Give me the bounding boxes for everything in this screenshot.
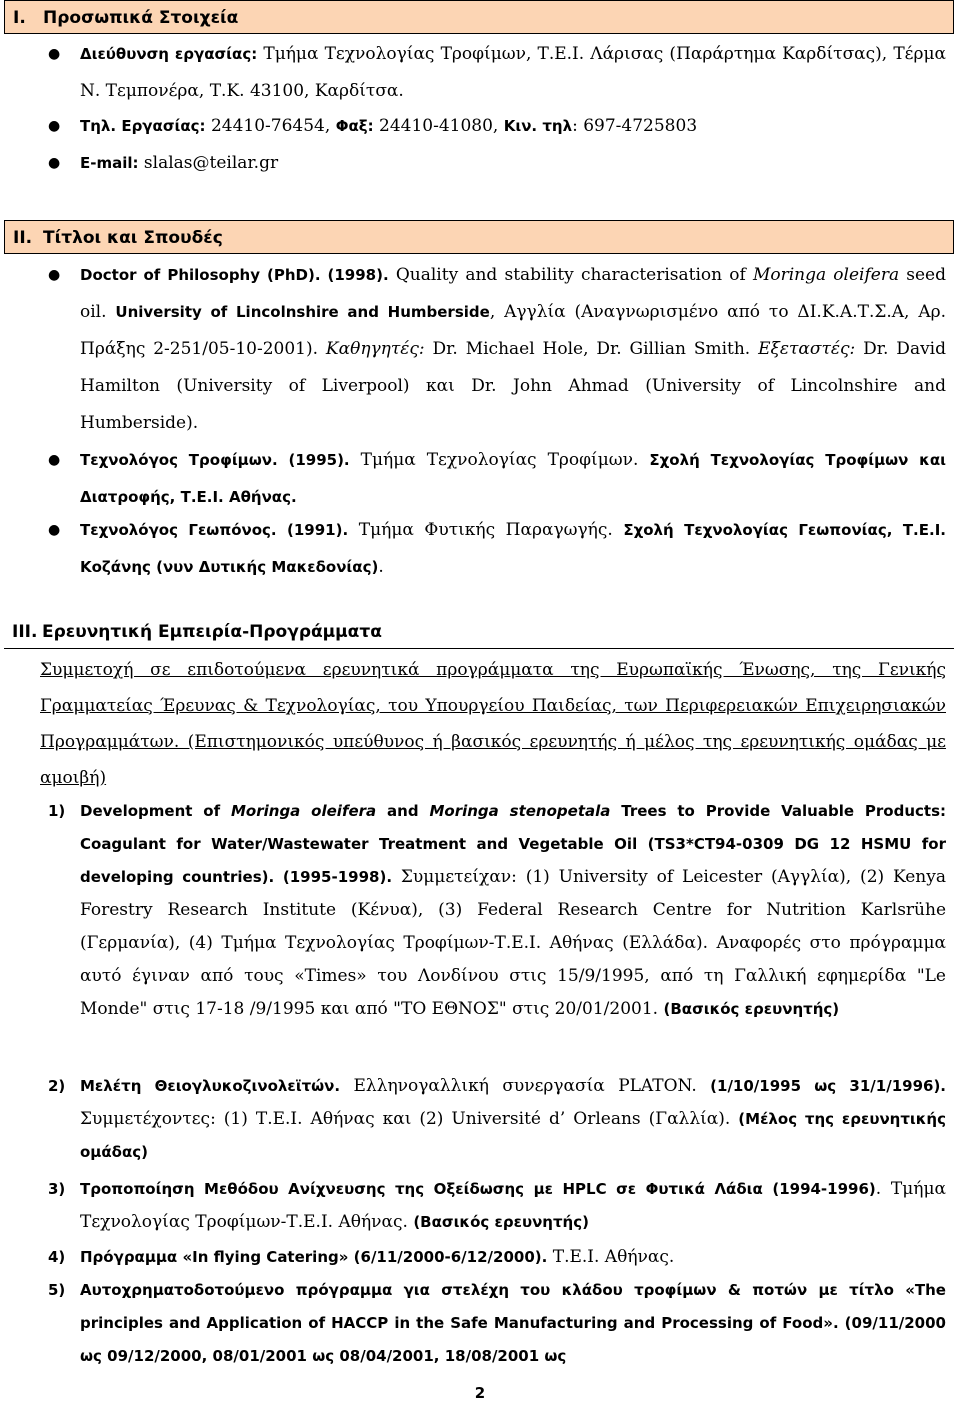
education-food-tech [48,442,946,516]
research-item-3 [48,1173,946,1239]
item-1-species-a: Moringa oleifera [231,802,377,820]
section-1-title: Προσωπικά Στοιχεία [43,8,239,28]
education-phd [48,257,947,442]
phone-value: 24410-76454, [205,116,336,136]
food-tech-dept: Τμήμα Τεχνολογίας Τροφίμων. [349,450,650,470]
item-number: 1) [48,802,66,820]
item-number: 5) [48,1281,66,1299]
address-item [48,36,947,110]
supervisors: Dr. Michael Hole, Dr. Gillian Smith. [424,339,759,359]
item-5-title: Αυτοχρηματοδοτούμενο πρόγραμμα για στελέχη του κλάδου τροφίμων & ποτών με τίτλο «The principles and Application of HACCP in the Safe Manufacturing and Processing of Food». (09/11/2000 ως 09/12/2000, 08/01/2001 ως 08/04/2001, 18/08/2001 ως [80,1281,946,1365]
phd-recognition: , Αγγλία (Αναγνωρισμένο από το ΔΙ.Κ.Α.Τ.Σ.Α, Αρ. Πράξης 2-251/05-10-2001). [80,302,947,359]
item-1-title-c: Trees to Provide Valuable Products: Coagulant for Water/Wastewater Treatment and Vegetable Oil (TS3*CT94-0309 DG 12 HSMU for developing countries). (1995-1998). [80,802,947,886]
section-2-title: Τίτλοι και Σπουδές [43,228,223,248]
education-agronomy [48,512,946,586]
research-item-1 [48,795,947,1026]
item-1-title-b: and [376,802,430,820]
phd-thesis-text: Quality and stability characterisation of [388,265,753,285]
section-1-number: I. [13,8,26,28]
mobile-label: Κιν. τηλ [503,117,573,135]
email-item [48,145,946,182]
phd-species: Moringa oleifera [752,265,900,285]
examiners: Dr. David Hamilton (University of Liverpool) και Dr. John Ahmad (University of Lincolnshire and Humberside). [80,339,947,433]
item-3-title: Τροποποίηση Μεθόδου Ανίχνευσης της Οξείδωσης με HPLC σε Φυτικά Λάδια (1994-1996) [80,1180,876,1198]
research-intro: Συμμετοχή σε επιδοτούμενα ερευνητικά προγράμματα της Ευρωπαϊκής Ένωσης, της Γενικής Γραμματείας Έρευνας & Τεχνολογίας, του Υπουργείου Παιδείας, των Περιφερειακών Επιχειρησιακών Προγραμμάτων. (Επιστημονικός υπεύθυνος ή βασικός ερευνητής ή μέλος της ερευνητικής ομάδας με αμοιβή) [40,660,946,788]
phd-university: University of Lincolnshire and Humberside [115,303,490,321]
item-2-title: Μελέτη Θειογλυκοζινολεϊτών. [80,1077,341,1095]
agronomy-period: . [378,557,384,577]
item-1-role: (Βασικός ερευνητής) [663,1000,840,1018]
food-tech-degree: Τεχνολόγος Τροφίμων. (1995). [80,451,350,469]
agronomy-school: Σχολή Τεχνολογίας Γεωπονίας, Τ.Ε.Ι. Κοζάνης (νυν Δυτικής Μακεδονίας) [80,521,946,576]
food-tech-school: Σχολή Τεχνολογίας Τροφίμων και Διατροφής, Τ.Ε.Ι. Αθήνας. [80,451,946,506]
bullet-icon: ● [48,452,61,468]
examiners-label: Εξεταστές: [758,339,856,359]
address-text: Τμήμα Τεχνολογίας Τροφίμων, Τ.Ε.Ι. Λάρισας (Παράρτημα Καρδίτσας), Τέρμα Ν. Τεμπονέρα, Τ.Κ. 43100, Καρδίτσα. [80,44,947,101]
item-4-institution: Τ.Ε.Ι. Αθήνας. [547,1247,675,1267]
page-number: 2 [474,1384,486,1402]
fax-value: 24410-41080, [373,116,504,136]
item-number: 2) [48,1077,66,1095]
section-3-header [4,615,954,649]
phd-degree: Doctor of Philosophy (PhD). (1998). [80,266,389,284]
agronomy-degree: Τεχνολόγος Γεωπόνος. (1991). [80,521,349,539]
email-value[interactable]: slalas@teilar.gr [138,153,279,173]
phone-item [48,108,946,145]
bullet-icon: ● [48,155,61,171]
bullet-icon: ● [48,118,61,134]
mobile-value: : 697-4725803 [572,116,698,136]
research-item-2 [48,1070,946,1169]
item-1-title-a: Development of [80,802,231,820]
section-3-number: III. [12,622,38,642]
research-item-4 [48,1241,946,1274]
item-number: 3) [48,1180,66,1198]
research-item-5 [48,1274,946,1373]
section-1-header [4,0,954,34]
fax-label: Φαξ: [335,117,374,135]
bullet-icon: ● [48,522,61,538]
item-2-role: (Μέλος της ερευνητικής ομάδας) [80,1110,946,1161]
section-2-number: II. [13,228,33,248]
item-4-title: Πρόγραμμα «In flying Catering» (6/11/2000-6/12/2000). [80,1248,548,1266]
section-3-title: Ερευνητική Εμπειρία-Προγράμματα [42,622,382,642]
bullet-icon: ● [48,46,61,62]
item-number: 4) [48,1248,66,1266]
phone-label: Τηλ. Εργασίας: [80,117,206,135]
section-2-header [4,220,954,254]
item-3-dept: . Τμήμα Τεχνολογίας Τροφίμων-Τ.Ε.Ι. Αθήνας. [80,1179,946,1232]
address-label: Διεύθυνση εργασίας: [80,45,258,63]
item-2-collab: Ελληνογαλλική συνεργασία PLATON. [340,1076,711,1096]
item-1-description: Συμμετείχαν: (1) University of Leicester (Αγγλία), (2) Kenya Forestry Research Institute (Κένυα), (3) Federal Research Centre for Nutrition Karlsrühe (Γερμανία), (4) Τμήμα Τεχνολογίας Τροφίμων-Τ.Ε.Ι. Αθήνας (Ελλάδα). Αναφορές στο πρόγραμμα αυτό έγιναν από τους «Times» του Λονδίνου στις 15/9/1995, από τη Γαλλική εφημερίδα "Le Monde" στις 17-18 /9/1995 και από "ΤΟ ΕΘΝΟΣ" στις 20/01/2001. [80,867,946,1019]
bullet-icon: ● [48,267,61,283]
item-2-period: (1/10/1995 ως 31/1/1996). [710,1077,946,1095]
email-label: E-mail: [80,154,139,172]
supervisors-label: Καθηγητές: [325,339,425,359]
item-2-participants: Συμμετέχοντες: (1) Τ.Ε.Ι. Αθήνας και (2) Université d’ Orleans (Γαλλία). [80,1109,739,1129]
phd-thesis-text-2: seed oil. [80,265,946,322]
item-3-role: (Βασικός ερευνητής) [413,1213,589,1231]
item-1-species-b: Moringa stenopetala [429,802,611,820]
agronomy-dept: Τμήμα Φυτικής Παραγωγής. [348,520,624,540]
